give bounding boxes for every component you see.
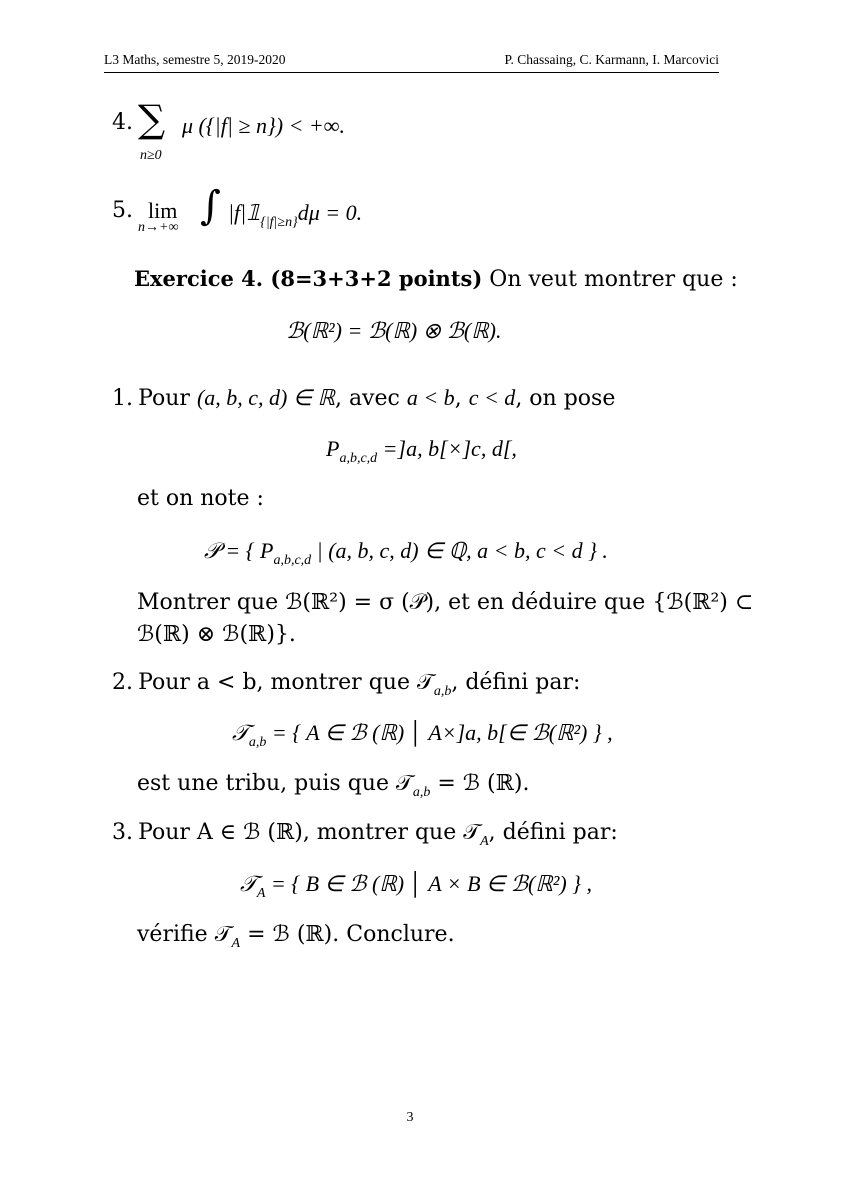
question-3-conclusion: vérifie 𝒯A = ℬ (ℝ). Conclure. [137, 922, 455, 951]
item-4-expression: μ ({|f| ≥ n}) < +∞. [182, 113, 345, 138]
exercise-title: Exercice 4. (8=3+3+2 points) [134, 266, 483, 291]
question-1-task-line2: ℬ(ℝ) ⊗ ℬ(ℝ)}. [137, 622, 296, 647]
header-course: L3 Maths, semestre 5, 2019-2020 [104, 52, 286, 67]
exercise-main-equation: ℬ(ℝ²) = ℬ(ℝ) ⊗ ℬ(ℝ). [286, 318, 502, 343]
definition-t-ab: 𝒯a,b = { A ∈ ℬ (ℝ) │ A×]a, b[∈ ℬ(ℝ²) } , [232, 720, 613, 750]
item-5-number: 5. [112, 198, 133, 223]
definition-p-abcd: Pa,b,c,d =]a, b[×]c, d[, [326, 436, 517, 466]
definition-t-a: 𝒯A = { B ∈ ℬ (ℝ) │ A × B ∈ ℬ(ℝ²) } , [240, 871, 592, 901]
question-2-number: 2. [112, 670, 133, 695]
item-5 [112, 198, 133, 223]
question-2-conclusion: est une tribu, puis que 𝒯a,b = ℬ (ℝ). [137, 771, 530, 800]
item-4-number: 4. [112, 110, 133, 135]
running-header [104, 52, 719, 73]
note-text: et on note : [137, 486, 264, 511]
limit-subscript: n→+∞ [138, 220, 179, 235]
question-2: 2. Pour a < b, montrer que 𝒯a,b, défini par: [112, 670, 581, 699]
sum-symbol: ∑ [138, 97, 166, 141]
item-4 [112, 110, 133, 135]
question-1-number: 1. [112, 386, 133, 411]
question-1-task-line1: Montrer que ℬ(ℝ²) = σ (𝒫), et en déduire que {ℬ(ℝ²) ⊂ [137, 590, 754, 615]
sum-subscript: n≥0 [140, 148, 162, 163]
integral-symbol: ∫ [200, 183, 221, 229]
header-authors: P. Chassaing, C. Karmann, I. Marcovici [504, 52, 719, 67]
exercise-heading [134, 266, 738, 292]
item-5-expression: |f|𝟙{|f|≥n}dμ = 0. [228, 200, 363, 230]
question-3: 3. Pour A ∈ ℬ (ℝ), montrer que 𝒯A, défini par: [112, 820, 618, 849]
exercise-intro: On veut montrer que : [482, 267, 738, 292]
question-3-number: 3. [112, 820, 133, 845]
definition-family-p: 𝒫 = { Pa,b,c,d | (a, b, c, d) ∈ ℚ, a < b, c < d } . [204, 538, 608, 568]
limit-operator: lim [148, 198, 178, 223]
question-1: 1. Pour (a, b, c, d) ∈ ℝ, avec a < b, c < d, on pose [112, 385, 616, 411]
page-number: 3 [406, 1110, 414, 1125]
